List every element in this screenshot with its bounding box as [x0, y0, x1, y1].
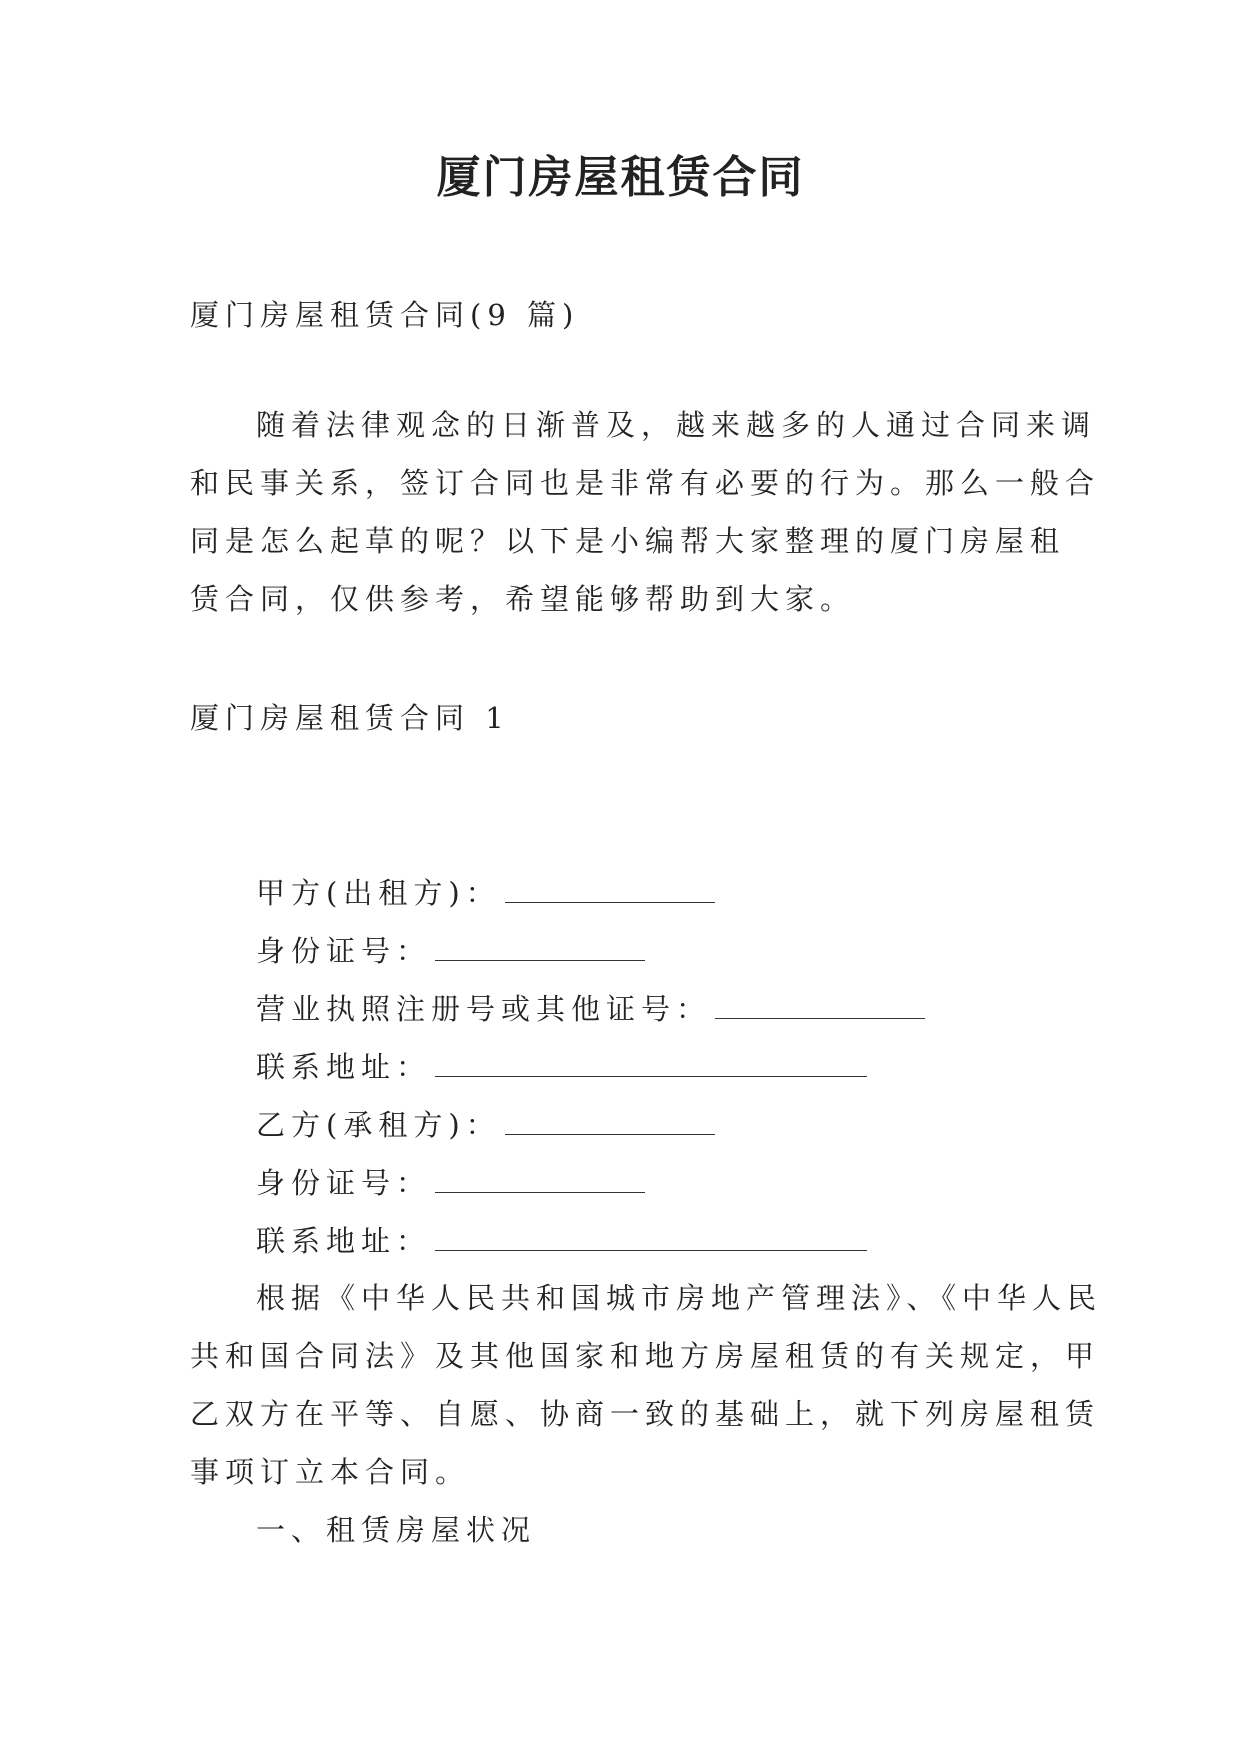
document-title: 厦门房屋租赁合同 [436, 152, 805, 203]
field-label: 营业执照注册号或其他证号： [256, 992, 712, 1026]
document-subtitle: 厦门房屋租赁合同(9 篇) [190, 298, 580, 332]
basis-line-3: 乙双方在平等、自愿、协商一致的基础上，就下列房屋租赁 [190, 1397, 1101, 1431]
blank-line [505, 872, 715, 903]
basis-line-1: 根据《中华人民共和国城市房地产管理法》、《中华人民 [256, 1281, 1103, 1315]
blank-line [435, 1046, 867, 1077]
field-label: 身份证号： [256, 934, 432, 968]
basis-line-4: 事项订立本合同。 [190, 1455, 471, 1489]
blank-line [435, 1162, 645, 1193]
field-lessee-address [256, 1220, 867, 1261]
field-lessor-address [256, 1046, 867, 1087]
basis-line-2: 共和国合同法》及其他国家和地方房屋租赁的有关规定，甲 [190, 1339, 1101, 1373]
blank-line [435, 930, 645, 961]
field-label: 联系地址： [256, 1050, 432, 1084]
blank-line [435, 1220, 867, 1251]
field-lessee-id [256, 1162, 645, 1203]
intro-line-4: 赁合同，仅供参考，希望能够帮助到大家。 [190, 582, 856, 616]
field-license-number [256, 988, 925, 1029]
intro-line-1: 随着法律观念的日渐普及，越来越多的人通过合同来调 [256, 408, 1097, 442]
field-label: 身份证号： [256, 1166, 432, 1200]
field-label: 联系地址： [256, 1224, 432, 1258]
section-heading-1: 一、租赁房屋状况 [256, 1513, 537, 1547]
blank-line [715, 988, 925, 1019]
intro-line-3: 同是怎么起草的呢？以下是小编帮大家整理的厦门房屋租 [190, 524, 1066, 558]
field-label: 甲方(出租方)： [256, 876, 501, 910]
contract-heading: 厦门房屋租赁合同 1 [190, 701, 510, 735]
field-lessor-id [256, 930, 645, 971]
intro-line-2: 和民事关系，签订合同也是非常有必要的行为。那么一般合 [190, 466, 1101, 500]
field-lessor [256, 872, 715, 913]
blank-line [505, 1104, 715, 1135]
field-lessee [256, 1104, 715, 1145]
field-label: 乙方(承租方)： [256, 1108, 501, 1142]
